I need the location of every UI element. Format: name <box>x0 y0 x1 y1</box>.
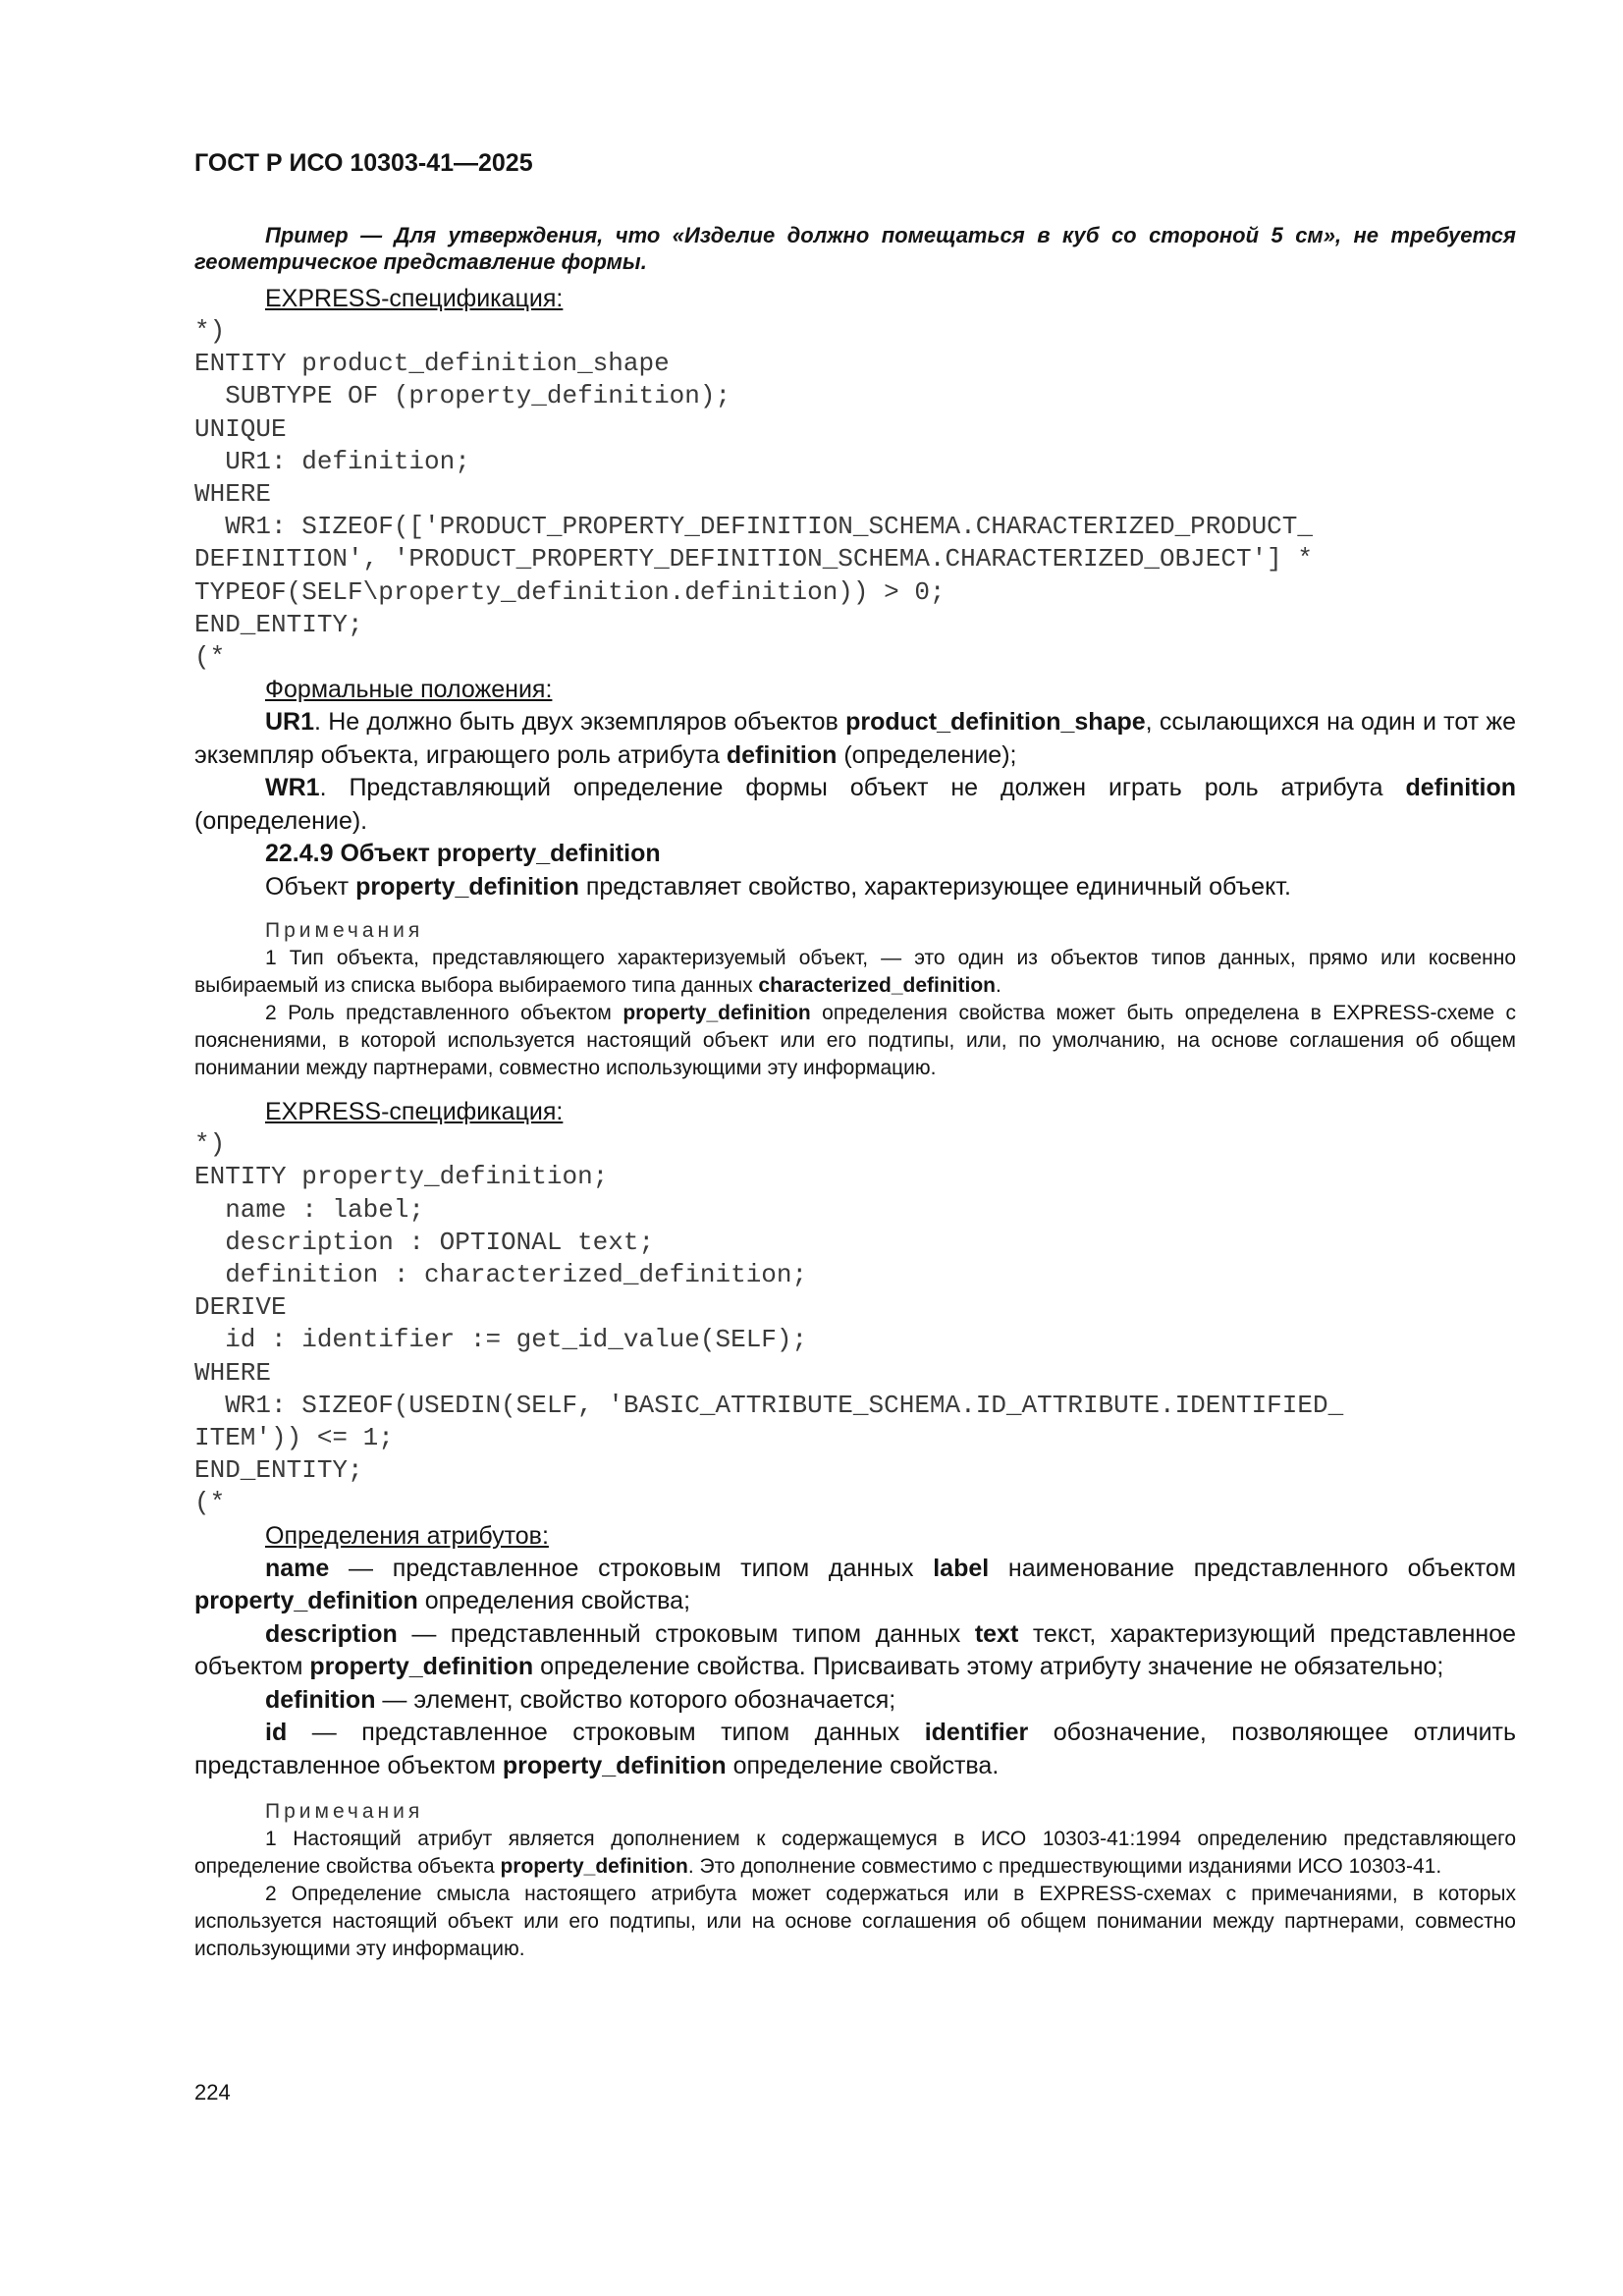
attribute-name: name <box>265 1554 330 1582</box>
text-run: — представленный строковым типом данных <box>397 1619 975 1648</box>
section-paragraph <box>194 871 1516 904</box>
ur1-term: UR1 <box>265 708 315 737</box>
notes-heading-2: Примечания <box>265 1800 424 1824</box>
note-2 <box>194 1000 1516 1082</box>
note-3 <box>194 1826 1516 1881</box>
express-code-block-2: *) ENTITY property_definition; name : label; description : OPTIONAL text; definition : characterized_definition; DERIVE id : identifier := get_id_value(SELF); WHERE WR1: SIZEOF(USEDIN(SELF, 'BASIC_ATTRIBUTE_SCHEMA.ID_ATTRIBUTE.IDENTIFIED_ ITEM')) <= 1; END_ENTITY; (* <box>194 1129 1344 1518</box>
text-run: . Представляющий определение формы объект не должен играть роль атрибута <box>319 774 1406 802</box>
attr-id-paragraph <box>194 1717 1516 1782</box>
text-run: Объект <box>265 872 356 901</box>
text-run: определения свойства; <box>417 1587 691 1615</box>
attribute-definitions-heading: Определения атрибутов: <box>265 1521 549 1550</box>
attribute-name: definition <box>265 1685 376 1714</box>
attribute-name: id <box>265 1719 288 1747</box>
document-header: ГОСТ Р ИСО 10303-41—2025 <box>194 149 533 177</box>
entity-name: property_definition <box>502 1751 727 1779</box>
note-4: 2 Определение смысла настоящего атрибута может содержаться или в EXPRESS-схемах с примечаниями, в которых используется настоящий объект или его подтипы, или на основе соглашения об общем понимании между партнерами, совместно использующими эту информацию. <box>194 1883 1516 1961</box>
text-run: . Это дополнение совместимо с предшествующими изданиями ИСО 10303-41. <box>687 1855 1442 1879</box>
type-name: identifier <box>924 1719 1029 1747</box>
text-run: обозначение, позволяющее отличить представленное объектом <box>194 1719 1517 1779</box>
wr1-paragraph <box>194 772 1516 838</box>
page-content <box>194 222 1516 1963</box>
entity-name: property_definition <box>355 872 579 901</box>
page-number: 224 <box>194 2080 231 2105</box>
type-name: label <box>933 1554 990 1582</box>
text-run: наименование представленного объектом <box>989 1554 1516 1582</box>
example-paragraph: Пример — Для утверждения, что «Изделие должно помещаться в куб со стороной 5 см», не требуется геометрическое представление формы. <box>194 223 1516 274</box>
text-run: 1 Тип объекта, представляющего характеризуемый объект, — это один из объектов типов данных, прямо или косвенно выбираемый из списка выбора выбираемого типа данных <box>194 947 1516 998</box>
section-heading: 22.4.9 Объект property_definition <box>265 840 661 868</box>
express-code-block-1: *) ENTITY product_definition_shape SUBTYPE OF (property_definition); UNIQUE UR1: definition; WHERE WR1: SIZEOF(['PRODUCT_PROPERTY_DEFINITION_SCHEMA.CHARACTERIZED_PRODUCT_ DEFINITION', 'PRODUCT_PROPERTY_DEFINITION_SCHEMA.CHARACTERIZED_OBJECT'] * TYPEOF(SELF\property_definition.definition)) > 0; END_ENTITY; (* <box>194 316 1313 673</box>
text-run: — представленное строковым типом данных <box>287 1719 925 1747</box>
type-name: text <box>974 1619 1019 1648</box>
text-run: представляет свойство, характеризующее единичный объект. <box>578 872 1291 901</box>
entity-name: product_definition_shape <box>845 708 1146 737</box>
text-run: , ссылающихся на один и тот же экземпляр объекта, играющего роль атрибута <box>194 708 1516 769</box>
text-run: определения свойства может быть определена в EXPRESS-схеме с пояснениями, в которой используется настоящий объект или его подтипы, или, по умолчанию, на основе соглашения об общем понимании между партнерами, совместно использующими эту информацию. <box>194 1002 1516 1080</box>
notes-heading: Примечания <box>265 919 424 943</box>
attr-name-paragraph <box>194 1553 1516 1618</box>
text-run: определение свойства. <box>726 1751 1000 1779</box>
text-run: . Не должно быть двух экземпляров объектов <box>314 708 846 737</box>
entity-name: property_definition <box>194 1587 418 1615</box>
note-1 <box>194 945 1516 1000</box>
attr-definition-paragraph <box>194 1684 1516 1718</box>
attribute-name: definition <box>726 740 838 769</box>
ur1-paragraph <box>194 706 1516 772</box>
entity-name: property_definition <box>500 1855 688 1879</box>
text-run: текст, характеризующий представленное объектом <box>194 1619 1517 1681</box>
wr1-term: WR1 <box>265 774 320 802</box>
text-run: (определение); <box>837 740 1017 769</box>
text-run: определение свойства. Присваивать этому атрибуту значение не обязательно; <box>533 1653 1444 1681</box>
formal-propositions-heading: Формальные положения: <box>265 676 553 704</box>
type-name: characterized_definition <box>758 974 996 998</box>
express-spec-heading: EXPRESS-спецификация: <box>265 285 564 312</box>
attribute-name: definition <box>1405 774 1516 802</box>
entity-name: property_definition <box>622 1002 811 1025</box>
text-run: — представленное строковым типом данных <box>329 1554 934 1582</box>
text-run: (определение). <box>194 806 368 835</box>
entity-name: property_definition <box>309 1653 534 1681</box>
attr-description-paragraph <box>194 1618 1516 1684</box>
text-run: 1 Настоящий атрибут является дополнением к содержащемуся в ИСО 10303-41:1994 определению представляющего определение свойства объекта <box>194 1828 1516 1879</box>
text-run: . <box>995 974 1001 998</box>
text-run: — элемент, свойство которого обозначается; <box>375 1685 896 1714</box>
express-spec-heading-2: EXPRESS-спецификация: <box>265 1098 564 1126</box>
text-run: 2 Роль представленного объектом <box>265 1002 623 1025</box>
attribute-name: description <box>265 1619 398 1648</box>
